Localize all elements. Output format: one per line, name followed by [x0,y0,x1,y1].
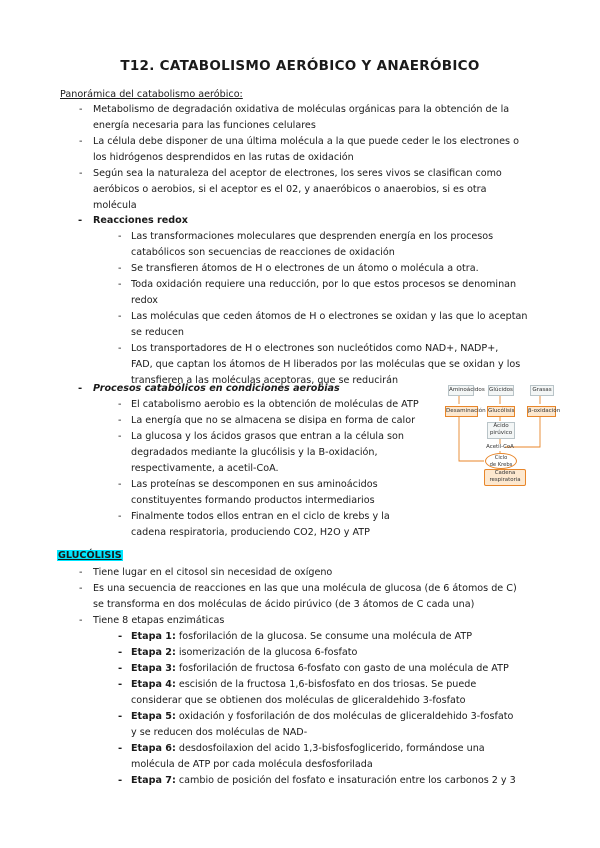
diagram-acido-line-2: pirúvico [489,430,513,436]
redox-item-1-line-2: catabólicos son secuencias de reacciones de oxidación [131,247,395,258]
panorama-item-1-line-1: Metabolismo de degradación oxidativa de moléculas orgánicas para la obtención de la [93,104,510,115]
bullet-dash: - [79,583,83,594]
etapa-4 [131,677,476,693]
bullet-dash-bold: - [118,679,123,690]
etapa-3-text: fosforilación de fructosa 6-fosfato con gasto de una molécula de ATP [175,663,509,674]
aerobic-item-2-line-1: La energía que no se almacena se disipa en forma de calor [131,415,416,426]
panorama-item-3-line-2: aeróbicos o aerobios, si el aceptor es el 02, y anaeróbicos o anaerobios, si es otra [93,184,487,195]
glucolisis-item-3-line-1: Tiene 8 etapas enzimáticas [93,615,225,626]
diagram-krebs-line-1: Ciclo [494,455,508,461]
bullet-dash-bold: - [118,775,123,786]
arrow-desaminacion-krebs [459,415,484,461]
etapa-5-line-2: y se reducen dos moléculas de NAD- [131,727,308,738]
redox-item-4-line-2: se reducen [131,327,185,338]
etapa-1-label: Etapa 1: [131,631,176,642]
etapa-4-text: escisión de la fructosa 1,6-bisfosfato en dos triosas. Se puede [175,679,477,690]
etapa-4-line-2: considerar que se obtienen dos moléculas de gliceraldehido 3-fosfato [131,695,466,706]
bullet-dash-bold: - [118,631,123,642]
etapa-7-label: Etapa 7: [131,775,176,786]
etapa-5-label: Etapa 5: [131,711,176,722]
diagram-acido-piruvico [487,422,515,439]
aerobic-item-4-line-1: Las proteínas se descomponen en sus aminoácidos [131,479,378,490]
glucolisis-item-1-line-1: Tiene lugar en el citosol sin necesidad de oxígeno [93,567,333,578]
aerobic-item-1-line-1: El catabolismo aerobio es la obtención de moléculas de ATP [131,399,419,410]
diagram-desaminacion: Desaminación [445,406,478,417]
etapa-2-text: isomerización de la glucosa 6-fosfato [175,647,358,658]
bullet-dash-bold: - [118,711,123,722]
etapa-6 [131,741,485,757]
bullet-dash-bold: - [118,647,123,658]
etapa-7-text: cambio de posición del fosfato e insaturación entre los carbonos 2 y 3 [175,775,516,786]
etapa-6-line-2: molécula de ATP por cada molécula desfosforilada [131,759,373,770]
panorama-heading: Panorámica del catabolismo aeróbico: [60,89,243,100]
bullet-dash: - [79,567,83,578]
etapa-3-label: Etapa 3: [131,663,176,674]
bullet-dash: - [118,479,122,490]
etapa-2-label: Etapa 2: [131,647,176,658]
etapa-6-label: Etapa 6: [131,743,176,754]
bullet-dash-bold: - [78,383,83,394]
panorama-item-2-line-1: La célula debe disponer de una última molécula a la que puede ceder le los electrones o [93,136,519,147]
bullet-dash-bold: - [118,743,123,754]
redox-item-2-line-1: Se transfieren átomos de H o electrones de un átomo o molécula a otra. [131,263,479,274]
etapa-2 [131,645,357,661]
diagram-ciclo-krebs [485,453,517,469]
glucolisis-item-2-line-2: se transforma en dos moléculas de ácido pirúvico (de 3 átomos de C cada una) [93,599,475,610]
bullet-dash: - [118,279,122,290]
glucolisis-item-2-line-1: Es una secuencia de reacciones en las que una molécula de glucosa (de 6 átomos de C) [93,583,517,594]
panorama-item-3-line-1: Según sea la naturaleza del aceptor de electrones, los seres vivos se clasifican como [93,168,502,179]
redox-item-5-line-3: transfieren a las moléculas aceptoras, que se reducirán [131,375,399,386]
panorama-item-3-line-3: molécula [93,200,137,211]
diagram-cadena-line-1: Cadena [494,470,516,476]
diagram-acetil-coa: Acetil-CoA [486,444,514,450]
etapa-5-text: oxidación y fosforilación de dos moléculas de gliceraldehido 3-fosfato [175,711,514,722]
page-title: T12. CATABOLISMO AERÓBICO Y ANAERÓBICO [120,58,480,74]
diagram-cadena-line-2: respiratoria [489,476,521,483]
diagram-glucidos: Glúcidos [488,385,514,396]
diagram-aminoacidos: Aminoácidos [448,385,474,396]
bullet-dash: - [118,231,122,242]
redox-item-5-line-1: Los transportadores de H o electrones son nucleótidos como NAD+, NADP+, [131,343,499,354]
diagram-grasas: Grasas [530,385,554,396]
bullet-dash: - [79,168,83,179]
etapa-7 [131,773,516,789]
glucolisis-heading: GLUCÓLISIS [58,550,122,561]
bullet-dash-bold: - [118,663,123,674]
diagram-krebs-line-2: de Krebs [489,461,513,468]
etapa-1-text: fosforilación de la glucosa. Se consume una molécula de ATP [175,631,473,642]
etapa-1 [131,629,472,645]
etapa-6-text: desdosfoilaxion del acido 1,3-bisfosfoglicerido, formándose una [175,743,485,754]
bullet-dash: - [118,263,122,274]
aerobic-item-3-line-1: La glucosa y los ácidos grasos que entran a la célula son [131,431,404,442]
redox-item-3-line-1: Toda oxidación requiere una reducción, por lo que estos procesos se denominan [131,279,517,290]
bullet-dash: - [79,136,83,147]
diagram-beta-oxidacion: β-oxidación [527,406,556,417]
aerobic-item-3-line-3: respectivamente, a acetil-CoA. [131,463,279,474]
redox-item-5-line-2: FAD, que captan los átomos de H liberados por las moléculas que se oxidan y los [131,359,521,370]
etapa-5 [131,709,513,725]
aerobic-item-5-line-2: cadena respiratoria, produciendo CO2, H2O y ATP [131,527,370,538]
diagram-glucolisis: Glucólisis [487,406,515,417]
panorama-item-2-line-2: los hidrógenos desprendidos en las rutas de oxidación [93,152,354,163]
bullet-dash: - [118,415,122,426]
redox-item-3-line-2: redox [131,295,158,306]
diagram-acido-line-1: Ácido [493,423,509,429]
aerobic-item-3-line-2: degradados mediante la glucólisis y la B-oxidación, [131,447,378,458]
diagram-cadena-respiratoria [484,469,526,486]
glucolisis-heading-wrap [57,548,123,564]
etapa-3 [131,661,509,677]
bullet-dash: - [118,399,122,410]
catabolism-diagram [446,383,561,473]
redox-item-4-line-1: Las moléculas que ceden átomos de H o electrones se oxidan y las que lo aceptan [131,311,528,322]
bullet-dash-bold: - [78,215,83,226]
redox-heading: Reacciones redox [93,215,188,226]
aerobic-heading: Procesos catabólicos en condiciones aerobias [93,383,340,394]
bullet-dash: - [118,431,122,442]
aerobic-item-4-line-2: constituyentes formando productos intermediarios [131,495,375,506]
bullet-dash: - [79,104,83,115]
bullet-dash: - [118,343,122,354]
bullet-dash: - [118,511,122,522]
bullet-dash: - [118,311,122,322]
bullet-dash: - [79,615,83,626]
redox-item-1-line-1: Las transformaciones moleculares que desprenden energía en los procesos [131,231,494,242]
aerobic-item-5-line-1: Finalmente todos ellos entran en el ciclo de krebs y la [131,511,390,522]
panorama-item-1-line-2: energía necesaria para las funciones celulares [93,120,316,131]
etapa-4-label: Etapa 4: [131,679,176,690]
